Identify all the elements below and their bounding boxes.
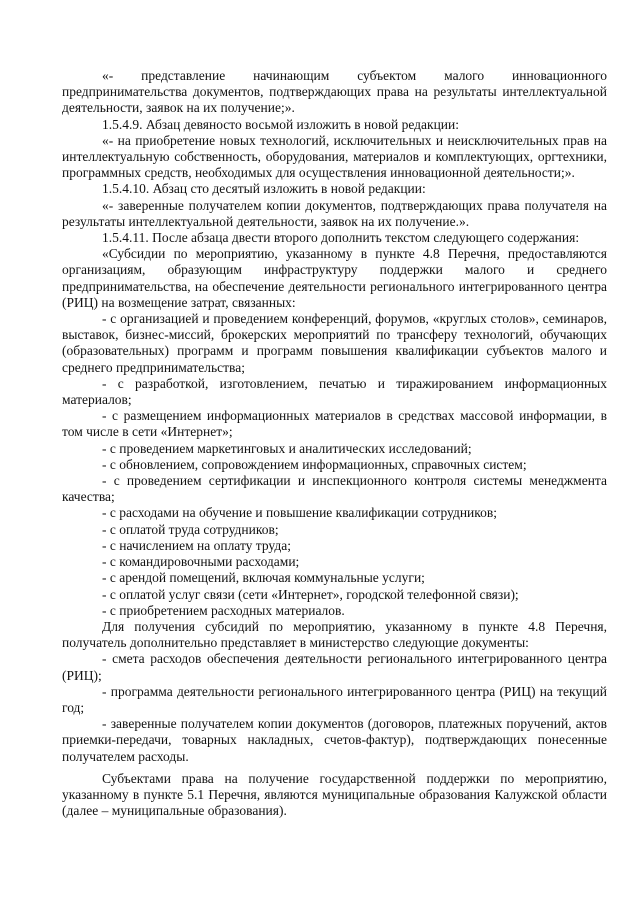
doc-item-estimate: - смета расходов обеспечения деятельности регионального интегрированного центра (РИЦ);	[62, 651, 607, 683]
doc-item-copies: - заверенные получателем копии документов (договоров, платежных поручений, актов приемки-передачи, товарных накладных, счетов-фактур), подтверждающих понесенные получателем расходы.	[62, 716, 607, 764]
list-item-salary: - с оплатой труда сотрудников;	[102, 521, 279, 537]
paragraph-6: 1.5.4.11. После абзаца двести второго дополнить текстом следующего содержания:	[102, 230, 580, 246]
list-item-travel: - с командировочными расходами;	[102, 554, 300, 570]
paragraph-5: «- заверенные получателем копии документов, подтверждающих права получателя на результаты интеллектуальной деятельности, заявок на их получение.».	[62, 197, 607, 229]
paragraph-subjects: Субъектами права на получение государственной поддержки по мероприятию, указанному в пункте 5.1 Перечня, являются муниципальные образования Калужской области (далее – муниципальные образования).	[62, 770, 607, 819]
list-item-conferences: - с организацией и проведением конференций, форумов, «круглых столов», семинаров, выставок, бизнес-миссий, брокерских мероприятий по трансферу технологий, обучающих (образовательных) программ и программ повышения квалификации субъектов малого и среднего предпринимательства;	[62, 311, 607, 375]
paragraph-7: «Субсидии по мероприятию, указанному в пункте 4.8 Перечня, предоставляются организациям, образующим инфраструктуру поддержки малого и среднего предпринимательства, на обеспечение деятельности регионального интегрированного центра (РИЦ) на возмещение затрат, связанных:	[62, 246, 607, 310]
list-item-training: - с расходами на обучение и повышение квалификации сотрудников;	[102, 505, 498, 521]
list-item-media: - с размещением информационных материалов в средствах массовой информации, в том числе в сети «Интернет»;	[62, 408, 607, 440]
list-item-communications: - с оплатой услуг связи (сети «Интернет», городской телефонной связи);	[102, 586, 519, 602]
list-item-consumables: - с приобретением расходных материалов.	[102, 602, 345, 618]
list-item-marketing: - с проведением маркетинговых и аналитических исследований;	[102, 440, 472, 456]
paragraph-2: 1.5.4.9. Абзац девяносто восьмой изложить в новой редакции:	[102, 116, 460, 132]
paragraph-documents-intro: Для получения субсидий по мероприятию, указанному в пункте 4.8 Перечня, получатель дополнительно представляет в министерство следующие документы:	[62, 618, 607, 651]
list-item-certification: - с проведением сертификации и инспекционного контроля системы менеджмента качества;	[62, 473, 607, 505]
paragraph-1: «- представление начинающим субъектом малого инновационного предпринимательства документов, подтверждающих права на результаты интеллектуальной деятельности, заявок на их получение;».	[62, 68, 607, 116]
paragraph-3: «- на приобретение новых технологий, исключительных и неисключительных прав на интеллектуальную собственность, оборудования, материалов и комплектующих, оргтехники, программных средств, необходимых для осуществления инновационной деятельности;».	[62, 132, 607, 181]
list-item-payroll-tax: - с начислением на оплату труда;	[102, 537, 291, 553]
paragraph-4: 1.5.4.10. Абзац сто десятый изложить в новой редакции:	[102, 181, 426, 197]
list-item-info-systems: - с обновлением, сопровождением информационных, справочных систем;	[102, 456, 527, 472]
doc-item-program: - программа деятельности регионального интегрированного центра (РИЦ) на текущий год;	[62, 683, 607, 715]
list-item-printing: - с разработкой, изготовлением, печатью и тиражированием информационных материалов;	[62, 375, 607, 408]
document-page	[62, 68, 607, 819]
list-item-rent: - с арендой помещений, включая коммунальные услуги;	[102, 570, 425, 586]
